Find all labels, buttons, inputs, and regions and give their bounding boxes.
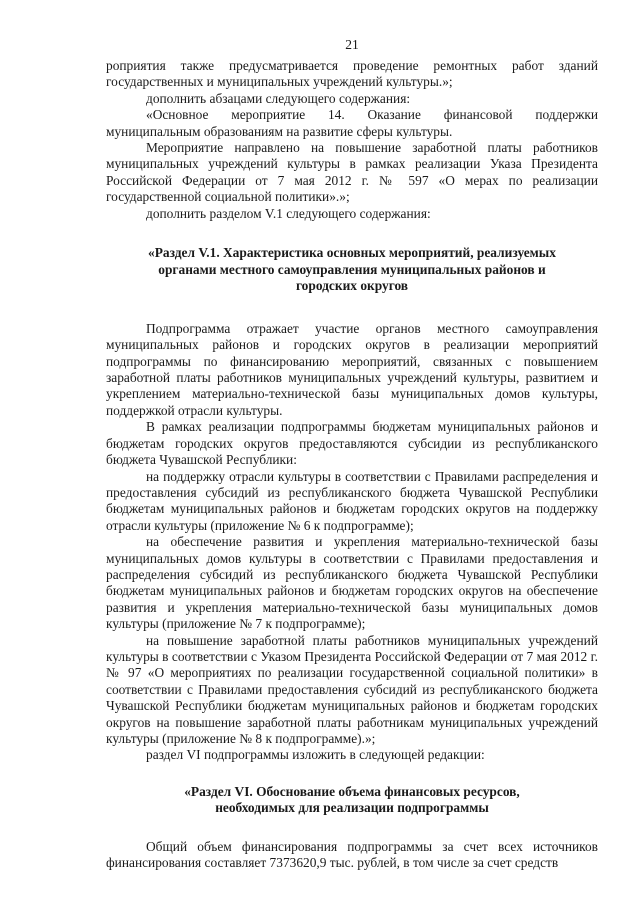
paragraph: «Основное мероприятие 14. Оказание финансовой поддержки муниципальным образованиям на развитие сферы культуры.	[106, 107, 598, 139]
paragraph: Мероприятие направлено на повышение заработной платы работников муниципальных учреждений культуры в рамках реализации Указа Президента Российской Федерации от 7 мая 2012 г. № 597 «О мерах по реализации государственной социальной политики».»;	[106, 140, 598, 205]
document-page	[106, 36, 598, 872]
paragraph: на обеспечение развития и укрепления материально-технической базы муниципальных домов культуры в соответствии с Правилами предоставления и распределения субсидий из республиканского бюджета Чувашской Республики бюджетам муниципальных районов и бюджетам городских округов на обеспечение развития и укрепления материально-технической базы муниципальных домов культуры (приложение № 7 к подпрограмме);	[106, 534, 598, 632]
paragraph: дополнить абзацами следующего содержания:	[146, 90, 411, 106]
page-number: 21	[345, 37, 359, 52]
section-heading-v1: «Раздел V.1. Характеристика основных мероприятий, реализуемых органами местного самоуправления муниципальных районов и городских округов	[148, 245, 556, 294]
paragraph: Общий объем финансирования подпрограммы за счет всех источников финансирования составляет 7373620,9 тыс. рублей, в том числе за счет средств	[106, 839, 598, 871]
section-heading-vi: «Раздел VI. Обоснование объема финансовых ресурсов, необходимых для реализации подпрограммы	[184, 783, 520, 816]
paragraph: раздел VI подпрограммы изложить в следующей редакции:	[146, 747, 485, 763]
paragraph: В рамках реализации подпрограммы бюджетам муниципальных районов и бюджетам городских округов предоставляются субсидии из республиканского бюджета Чувашской Республики:	[106, 419, 598, 468]
paragraph: дополнить разделом V.1 следующего содержания:	[146, 205, 431, 221]
paragraph: на повышение заработной платы работников муниципальных учреждений культуры в соответствии с Указом Президента Российской Федерации от 7 мая 2012 г. № 97 «О мероприятиях по реализации государственной социальной политики» в соответствии с Правилами предоставления субсидий из республиканского бюджета Чувашской Республики бюджетам муниципальных районов и бюджетам городских округов на повышение заработной платы работникам муниципальных учреждений культуры (приложение № 8 к подпрограмме).»;	[106, 632, 598, 746]
paragraph: на поддержку отрасли культуры в соответствии с Правилами распределения и предоставления субсидий из республиканского бюджета Чувашской Республики бюджетам муниципальных районов и бюджетам городских округов на поддержку отрасли культуры (приложение № 6 к подпрограмме);	[106, 468, 598, 533]
paragraph: роприятия также предусматривается проведение ремонтных работ зданий государственных и муниципальных учреждений культуры.»;	[106, 58, 598, 90]
paragraph: Подпрограмма отражает участие органов местного самоуправления муниципальных районов и городских округов в реализации мероприятий подпрограммы по финансированию мероприятий, связанных с повышением заработной платы работников муниципальных учреждений культуры, развитием и укреплением материально-технической базы муниципальных домов культуры, поддержкой отрасли культуры.	[106, 320, 598, 418]
